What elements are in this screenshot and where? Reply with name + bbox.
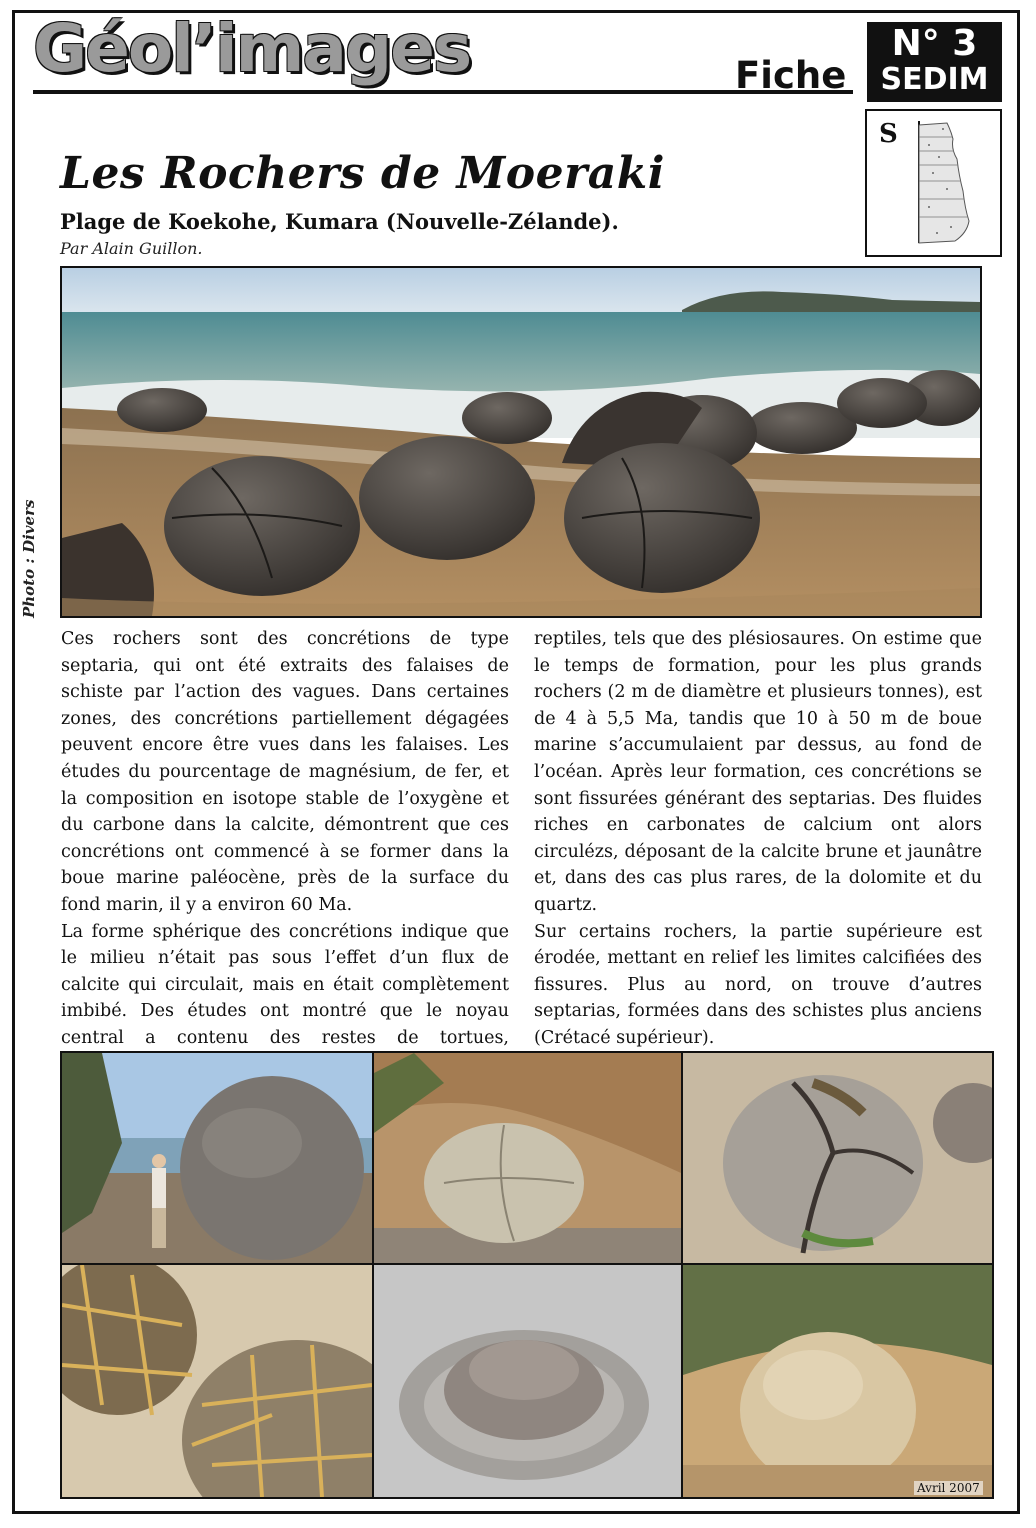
gallery-photo-septaria-veins	[62, 1265, 372, 1497]
publication-date: Avril 2007	[914, 1481, 983, 1495]
gallery-photo-boulder-with-person	[62, 1053, 372, 1263]
strata-column-box	[865, 109, 1002, 257]
fiche-category: SEDIM	[880, 62, 989, 97]
paragraph: Sur certains rochers, la partie supérieure est érodée, mettant en relief les limites calcifiées des fissures. Plus au nord, on trouve d’autres septarias, formées dans des schistes plus anciens (Crétacé supérieur).	[534, 921, 982, 1048]
stratigraphic-column-icon	[907, 121, 987, 246]
brand-logo: Géol’images	[33, 10, 471, 87]
article-column-left	[61, 626, 509, 1078]
fiche-label: Fiche	[735, 54, 847, 97]
photo-credit: Photo : Divers	[20, 499, 38, 618]
article-column-right	[534, 626, 982, 1052]
article-author: Par Alain Guillon.	[60, 239, 203, 258]
gallery-photo-cracked-boulder	[683, 1053, 992, 1263]
article-title: Les Rochers de Moeraki	[60, 148, 665, 199]
strata-letter: S	[879, 119, 898, 149]
fiche-badge	[867, 22, 1002, 102]
paragraph: Ces rochers sont des concrétions de type septaria, qui ont été extraits des falaises de schiste par l’action des vagues. Dans certaines zones, des concrétions partiellement dégagées peuvent encore être vues dans les falaises. Les études du pourcentage de magnésium, de fer, et la composition en isotope stable de l’oxygène et du carbone dans la calcite, démontrent que ces concrétions ont commencé à se former dans la boue marine paléocène, près de la surface du fond marin, il y a environ 60 Ma.	[61, 629, 509, 915]
paragraph: reptiles, tels que des plésiosaures. On estime que le temps de formation, pour les plus grands rochers (2 m de diamètre et plusieurs tonnes), est de 4 à 5,5 Ma, tandis que 10 à 50 m de boue marine s’accumulaient par dessus, au fond de l’océan. Après leur formation, ces concrétions se sont fissurées générant des septarias. Des fluides riches en carbonates de calcium ont alors circulézs, déposant de la calcite brune et jaunâtre et, dans des cas plus rares, de la dolomite et du quartz.	[534, 629, 982, 915]
hero-photo-moeraki-beach	[60, 266, 982, 618]
fiche-number: N° 3	[891, 23, 978, 64]
beach-boulders-illustration	[62, 268, 980, 616]
gallery-photo-boulder-on-shore	[683, 1265, 992, 1497]
article-subtitle: Plage de Koekohe, Kumara (Nouvelle-Zélande).	[60, 209, 619, 234]
brand-underline	[33, 90, 853, 94]
gallery-photo-boulder-in-cliff	[374, 1053, 681, 1263]
photo-gallery	[60, 1051, 994, 1499]
gallery-photo-eroded-boulder-ring	[374, 1265, 681, 1497]
paragraph: La forme sphérique des concrétions indique que le milieu n’était pas sous l’effet d’un flux de calcite qui circulait, mais en était complètement imbibé. Des études ont montré que le noyau central a contenu des restes de tortues,	[61, 921, 509, 1048]
